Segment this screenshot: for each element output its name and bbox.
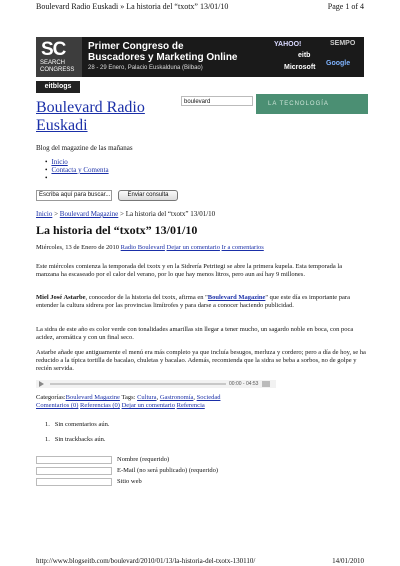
email-label: E-Mail (no será publicado) (requerido)	[117, 467, 219, 474]
blog-tagline: Blog del magazine de las mañanas	[36, 144, 133, 152]
blog-title-line2: Euskadi	[36, 117, 88, 134]
category-link[interactable]: Boulevard Magazine	[65, 394, 120, 401]
footer-date: 14/01/2010	[332, 557, 364, 565]
banner-line2: Buscadores y Marketing Online	[88, 52, 238, 63]
tag-link-sociedad[interactable]: Sociedad	[196, 394, 221, 401]
search-congress-logo	[36, 37, 82, 77]
post-meta	[36, 244, 264, 251]
microsoft-logo: Microsoft	[284, 64, 316, 71]
tag-link-cultura[interactable]: Cultura	[137, 394, 157, 401]
breadcrumb-sep: >	[118, 210, 126, 218]
google-logo: Google	[326, 60, 351, 67]
post-date: Miércoles, 13 de Enero de 2010	[36, 244, 120, 251]
tag-link-gastronomia[interactable]: Gastronomía	[159, 394, 194, 401]
boulevard-magazine-link[interactable]: Boulevard Magazine	[207, 294, 266, 301]
breadcrumb-home[interactable]: Inicio	[36, 210, 53, 218]
references-count-link[interactable]: Referencias (0)	[80, 402, 120, 409]
footer-url: http://www.blogseitb.com/boulevard/2010/01/13/la-historia-del-txotx-130110/	[36, 557, 256, 565]
search-input[interactable]: Escriba aquí para buscar...	[36, 190, 112, 201]
post-paragraph-2	[36, 294, 366, 310]
website-label: Sitio web	[117, 478, 142, 485]
print-title: Boulevard Radio Euskadi » La historia del “txotx” 13/01/10	[36, 2, 229, 11]
ad-banner[interactable]	[36, 37, 364, 77]
leave-comment-link[interactable]: Dejar un comentario	[166, 244, 220, 251]
post-categories: Categorías:Boulevard Magazine Tags: Cultura, Gastronomía, Sociedad Comentarios (0) Referencias (0) Dejar un comentario Referencia	[36, 394, 221, 409]
trackbacks-list: 1. Sin trackbacks aún.	[45, 436, 106, 443]
audio-time: 00:00 - 04:53	[229, 381, 259, 387]
post-person-name: Miel José Astarbe	[36, 294, 86, 301]
post-paragraph-3: La sidra de este año es color verde con tonalidades amarillas sin llegar a tener mucho, un sagardo noble en boca, con poca acidez, aromática y con un final seco.	[36, 326, 354, 341]
blog-title[interactable]	[36, 99, 145, 135]
tags-label: Tags:	[119, 394, 138, 401]
comments-count-link[interactable]: Comentarios (0)	[36, 402, 79, 409]
header-search-field[interactable]: boulevard	[181, 96, 253, 106]
website-field[interactable]	[36, 478, 112, 486]
yahoo-logo: YAHOO!	[274, 41, 302, 48]
post-p2-text-a: , conocedor de la historia del txotx, afirma en "	[85, 294, 208, 301]
play-icon[interactable]	[39, 381, 44, 387]
no-comments-text: Sin comentarios aún.	[54, 421, 110, 428]
sc-logo-text: SC	[41, 39, 66, 60]
nav-list	[45, 158, 109, 182]
search-submit-button[interactable]: Enviar consulta	[118, 190, 178, 201]
name-label: Nombre (requerido)	[117, 456, 170, 463]
eitb-logo: eitb	[298, 52, 311, 59]
sc-logo-sub	[40, 60, 74, 74]
tecnologia-banner[interactable]: LA TECNOLOGÍA	[256, 94, 368, 114]
sc-logo-sub-line1: SEARCH	[40, 60, 66, 66]
eitblogs-logo[interactable]: eitblogs	[36, 81, 80, 93]
post-p2-text-b: " que este día es importante para entender la cultura sidrera por las provincias limítrofes y para darse a conocer haciendo publicidad.	[36, 294, 350, 309]
post-author-link[interactable]: Radio Boulevard	[120, 244, 165, 251]
comments-list: 1. Sin comentarios aún.	[45, 421, 110, 428]
post-paragraph-4: Astarbe añade que antiguamente el menú era más completo ya que incluía besugos, merluza y cordero; pero a día de hoy, se ha reducido a la típica tortilla de bacalao, chuletas y bacalao. Además, recomienda que la sidra se beba a sorbos, no de golpe y recién servida.	[36, 349, 366, 372]
post-title: La historia del “txotx” 13/01/10	[36, 223, 198, 237]
no-trackbacks-text: Sin trackbacks aún.	[54, 436, 106, 443]
post-paragraph-1: Este miércoles comienza la temporada del txotx y en la Sidrería Petritegi se abre la primera kupela. Esta temporada la manzana ha escaseado por el calor del verano, por lo que hay menos litros, pero aun así hay 9 millones.	[36, 263, 343, 278]
breadcrumb	[36, 210, 215, 218]
leave-comment-link-2[interactable]: Dejar un comentario	[121, 402, 175, 409]
audio-progress-track[interactable]	[50, 383, 226, 385]
sc-logo-sub-line2: CONGRESS	[40, 67, 75, 73]
breadcrumb-category[interactable]: Boulevard Magazine	[59, 210, 119, 218]
email-field[interactable]	[36, 467, 112, 475]
blog-title-line1: Boulevard Radio	[36, 99, 145, 116]
audio-player[interactable]	[36, 380, 276, 388]
sempo-logo: SEMPO	[330, 40, 356, 47]
print-page-number: Page 1 of 4	[327, 2, 364, 11]
go-comments-link[interactable]: Ir a comentarios	[221, 244, 264, 251]
volume-icon[interactable]	[262, 381, 270, 387]
banner-line3: 28 - 29 Enero, Palacio Euskalduna (Bilbao)	[88, 65, 203, 71]
nav-item-contacta[interactable]: Contacta y Comenta	[51, 166, 109, 174]
breadcrumb-current: La historia del “txotx” 13/01/10	[125, 210, 216, 218]
nav-item-inicio[interactable]: Inicio	[51, 158, 68, 166]
reference-link[interactable]: Referencia	[176, 402, 205, 409]
breadcrumb-sep: >	[52, 210, 60, 218]
banner-line1: Primer Congreso de	[88, 41, 184, 52]
name-field[interactable]	[36, 456, 112, 464]
categories-label: Categorías:	[36, 394, 66, 401]
